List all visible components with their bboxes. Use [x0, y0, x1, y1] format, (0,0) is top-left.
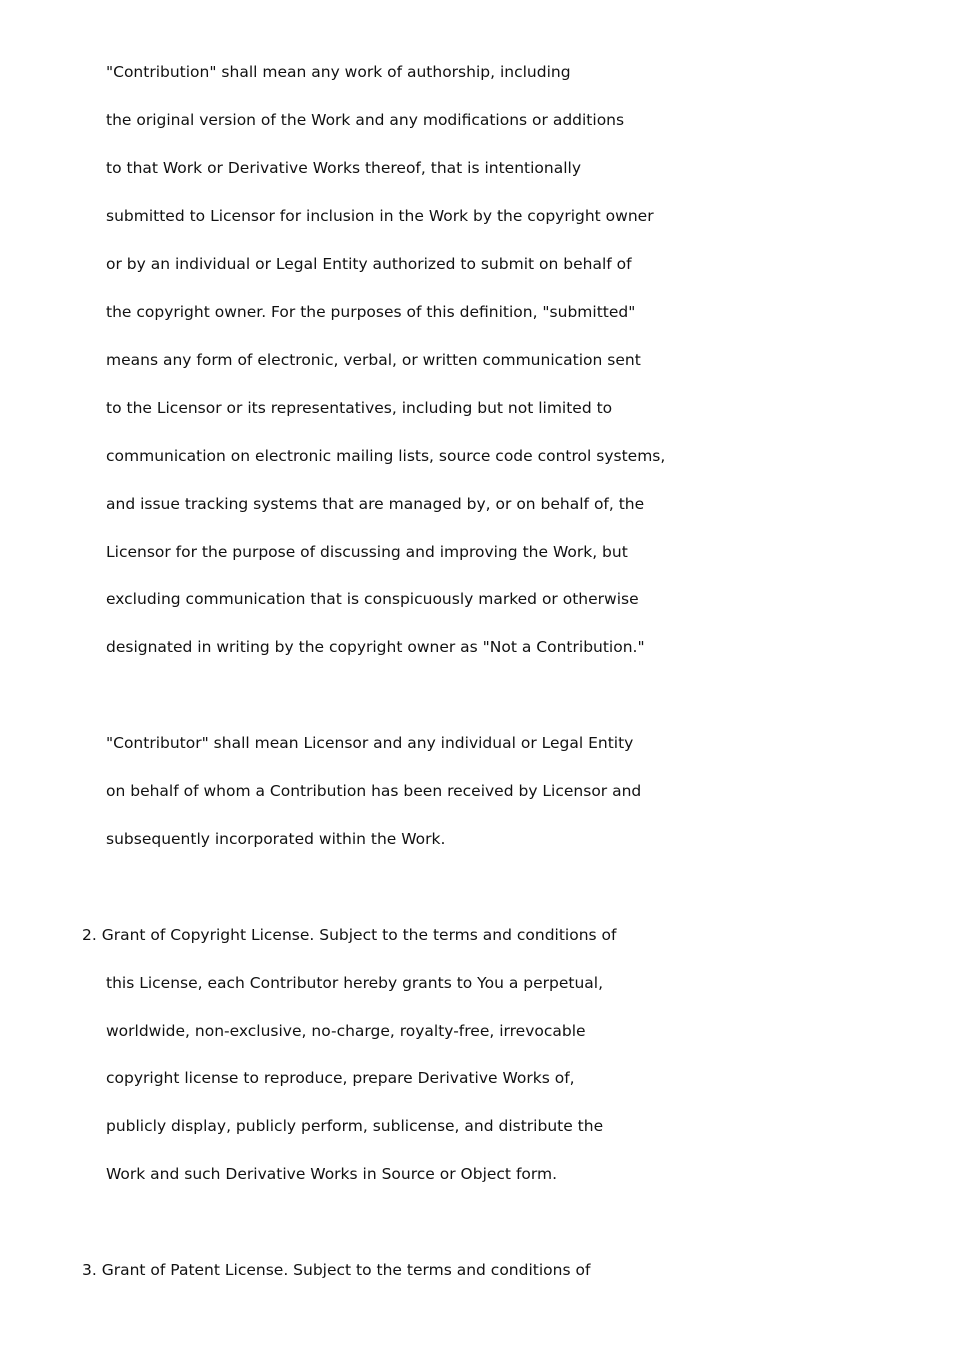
- section-3-heading-line: 3. Grant of Patent License. Subject to the terms and conditions of: [82, 1261, 591, 1279]
- contribution-line: designated in writing by the copyright owner as "Not a Contribution.": [106, 638, 645, 656]
- section-2-line: this License, each Contributor hereby grants to You a perpetual,: [106, 974, 604, 992]
- section-2-heading-line: 2. Grant of Copyright License. Subject to the terms and conditions of: [82, 926, 617, 944]
- section-2-line: worldwide, non-exclusive, no-charge, royalty-free, irrevocable: [106, 1022, 586, 1040]
- contribution-line: submitted to Licensor for inclusion in the Work by the copyright owner: [106, 207, 654, 225]
- contribution-line: the copyright owner. For the purposes of this definition, "submitted": [106, 303, 636, 321]
- section-2-line: Work and such Derivative Works in Source or Object form.: [106, 1165, 558, 1183]
- section-2-line: publicly display, publicly perform, sublicense, and distribute the: [106, 1117, 604, 1135]
- contribution-line: communication on electronic mailing lists, source code control systems,: [106, 447, 666, 465]
- contribution-line: and issue tracking systems that are managed by, or on behalf of, the: [106, 495, 645, 513]
- contributor-line: subsequently incorporated within the Work.: [106, 830, 446, 848]
- contribution-line: to the Licensor or its representatives, including but not limited to: [106, 399, 613, 417]
- contribution-line: means any form of electronic, verbal, or written communication sent: [106, 351, 641, 369]
- contribution-line: "Contribution" shall mean any work of authorship, including: [106, 63, 571, 81]
- contributor-line: on behalf of whom a Contribution has been received by Licensor and: [106, 782, 642, 800]
- section-2-line: copyright license to reproduce, prepare Derivative Works of,: [106, 1069, 575, 1087]
- contribution-line: Licensor for the purpose of discussing and improving the Work, but: [106, 543, 628, 561]
- contribution-line: to that Work or Derivative Works thereof, that is intentionally: [106, 159, 581, 177]
- contribution-line: excluding communication that is conspicuously marked or otherwise: [106, 590, 639, 608]
- contributor-line: "Contributor" shall mean Licensor and any individual or Legal Entity: [106, 734, 634, 752]
- contribution-line: the original version of the Work and any modifications or additions: [106, 111, 625, 129]
- contribution-line: or by an individual or Legal Entity authorized to submit on behalf of: [106, 255, 632, 273]
